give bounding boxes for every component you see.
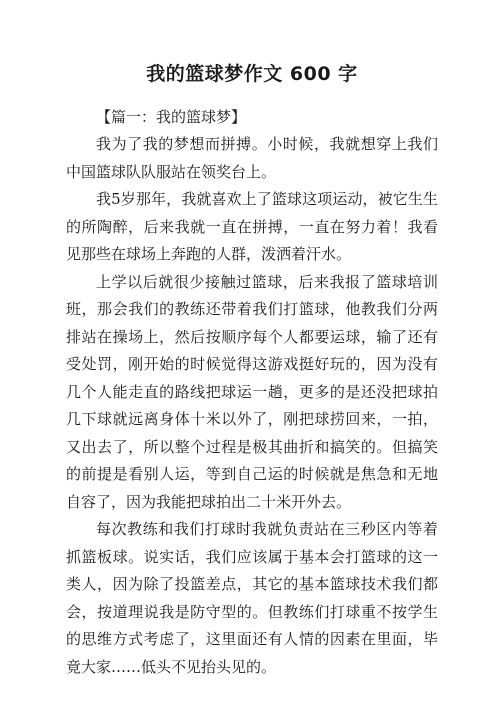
paragraph-1: 我为了我的梦想而拼搏。小时候，我就想穿上我们中国篮球队队服站在领奖台上。 [66,135,438,181]
document-title: 我的篮球梦作文 600 字 [146,63,358,85]
paragraph-3: 上学以后就很少接触过篮球，后来我报了篮球培训班，那会我们的教练还带着我们打篮球，他教我们分两排站在操场上，然后按顺序每个人都要运球，输了还有受处罚，刚开始的时候觉得这游戏挺好玩的，因为没有几个人能走直的路线把球运一趟，更多的是还没把球拍几下球就远离身体十米以外了，刚把球捞回来，一拍，又出去了，所以整个过程是极其曲折和搞笑的。但搞笑的前提是看别人运，等到自己运的时候就是焦急和无地自容了，因为我能把球拍出二十米开外去。 [66,272,438,511]
section-label: 【篇一：我的篮球梦】 [96,108,247,126]
paragraph-2: 我5岁那年，我就喜欢上了篮球这项运动，被它生生的所陶醉，后来我就一直在拼搏，一直在努力着！我看见那些在球场上奔跑的人群，泼洒着汗水。 [66,190,438,263]
paragraph-4: 每次教练和我们打球时我就负责站在三秒区内等着抓篮板球。说实话，我们应该属于基本会打篮球的这一类人，因为除了投篮差点，其它的基本篮球技术我们都会，按道理说我是防守型的。但教练们打球重不按学生的思维方式考虑了，这里面还有人情的因素在里面，毕竟大家……低头不见抬头见的。 [66,520,438,676]
